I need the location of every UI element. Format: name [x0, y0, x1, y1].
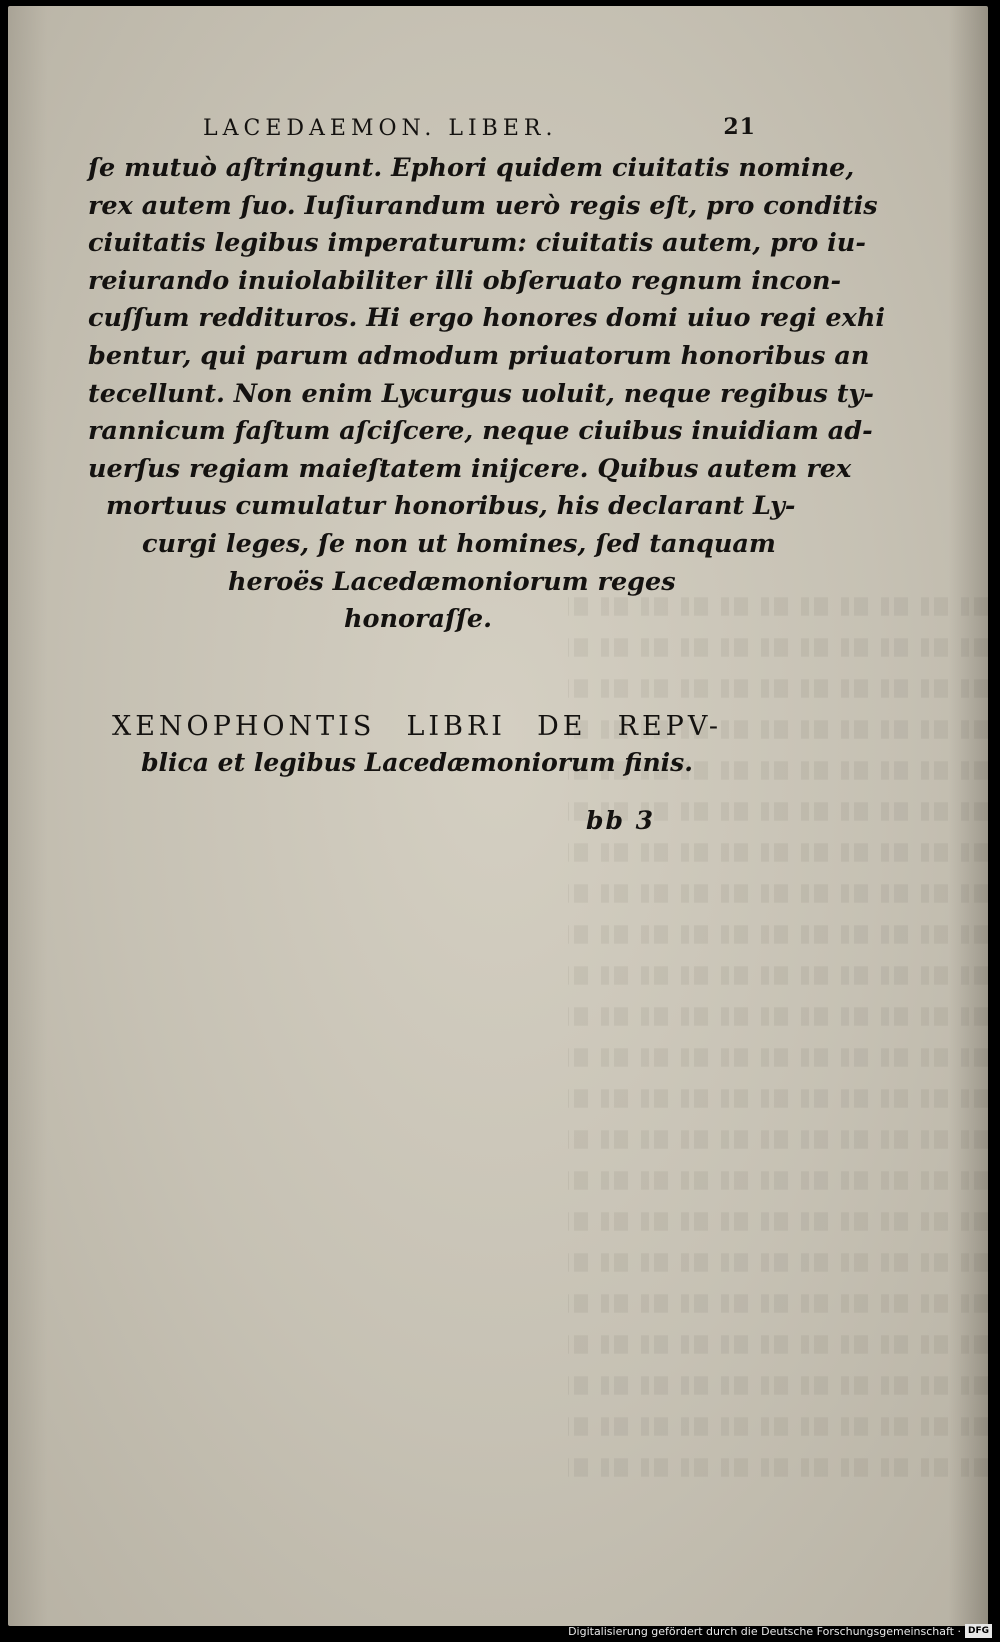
- text-line: tecellunt. Non enim Lycurgus uoluit, neque regibus ty-: [88, 378, 874, 409]
- text-line: ciuitatis legibus imperaturum: ciuitatis autem, pro iu-: [88, 228, 866, 259]
- book-page: [8, 6, 988, 1626]
- text-block: [88, 110, 886, 639]
- text-line: rannicum faſtum aſciſcere, neque ciuibus inuidiam ad-: [88, 416, 873, 447]
- text-line: curgi leges, ſe non ut homines, ſed tanquam: [142, 528, 776, 559]
- text-line: rex autem ſuo. Iuſiurandum uerò regis eſt, pro conditis: [88, 190, 878, 221]
- running-head: [88, 110, 756, 150]
- running-head-title: LACEDAEMON. LIBER.: [203, 116, 558, 141]
- text-line: uerſus regiam maieſtatem inijcere. Quibus autem rex: [88, 453, 852, 484]
- colophon-line-caps: XENOPHONTIS LIBRI DE REPV-: [112, 711, 722, 742]
- text-line: cuſſum reddituros. Hi ergo honores domi uiuo regi exhi: [88, 303, 886, 334]
- text-line: honoraſſe.: [343, 604, 493, 635]
- signature-mark: bb 3: [586, 806, 656, 835]
- page-number: 21: [723, 114, 756, 140]
- dfg-logo: DFG: [965, 1624, 992, 1638]
- colophon: [112, 711, 722, 777]
- text-line: mortuus cumulatur honoribus, his declarant Ly-: [106, 491, 796, 522]
- text-line: heroës Lacedæmoniorum reges: [228, 566, 676, 597]
- text-line: ſe mutuò aſtringunt. Ephori quidem ciuitatis nomine,: [88, 153, 855, 183]
- footer-text: Digitalisierung gefördert durch die Deutsche Forschungsgemeinschaft ·: [568, 1624, 961, 1638]
- text-line: reiurando inuiolabiliter illi obſeruato regnum incon-: [88, 265, 842, 296]
- body-text: [88, 150, 886, 639]
- colophon-line-italic: blica et legibus Lacedæmoniorum finis.: [141, 748, 693, 777]
- text-line: bentur, qui parum admodum priuatorum honoribus an: [88, 340, 870, 371]
- footer-credit: [568, 1623, 992, 1639]
